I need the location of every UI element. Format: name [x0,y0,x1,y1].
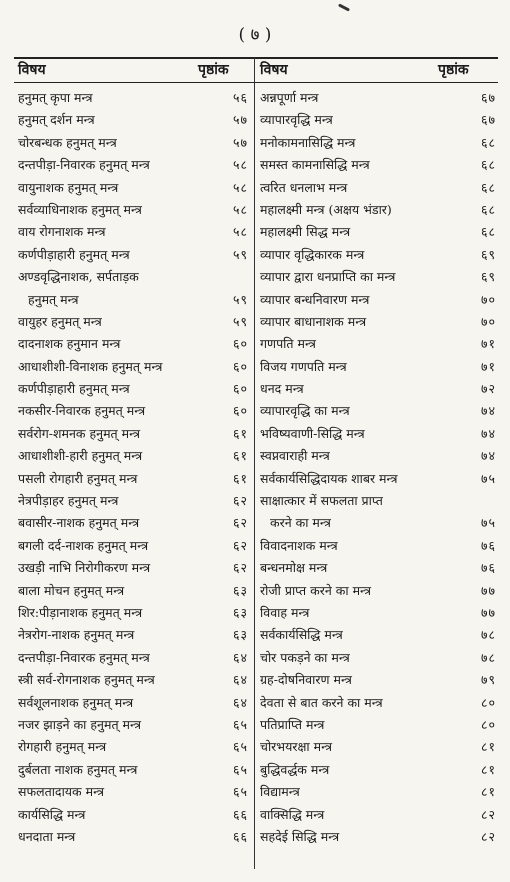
right-entry-row [260,692,496,714]
right-entry-row [260,177,496,199]
left-entry-row [18,154,248,176]
entry-title: आधाशीशी-हारी हनुमत् मन्त्र [18,448,143,464]
entry-title: दादनाशक हनुमान मन्त्र [18,336,121,352]
left-entry-row [18,244,248,266]
entry-title: नेत्ररोग-नाशक हनुमत् मन्त्र [18,627,135,643]
entry-title: ग्रह-दोषनिवारण मन्त्र [260,672,352,688]
entry-title: रोगहारी हनुमत् मन्त्र [18,739,107,755]
entry-title: सफलतादायक मन्त्र [18,784,105,800]
entry-page-number: ७४ [480,448,496,464]
entry-page-number: ६५ [232,716,248,732]
right-entry-row [260,87,496,109]
right-entry-row [260,580,496,602]
left-entry-row [18,266,248,288]
left-entry-row [18,199,248,221]
right-entry-row [260,400,496,422]
entry-page-number: ६९ [480,269,496,285]
right-entry-row [260,378,496,400]
left-entry-row [18,445,248,467]
entry-page-number: ६४ [232,649,248,665]
entry-page-number: ८० [480,694,496,710]
entry-title: विवाह मन्त्र [260,604,310,620]
entry-page-number: ५९ [232,291,248,307]
entry-title: विद्यामन्त्र [260,784,300,800]
left-entry-row [18,356,248,378]
entry-title: व्यापार बाधानाशक मन्त्र [260,313,367,329]
entry-title: करने का मन्त्र [270,515,331,531]
entry-page-number: ८२ [480,828,496,844]
entry-title: दन्तपीड़ा-निवारक हनुमत् मन्त्र [18,157,150,173]
entry-page-number: ५७ [232,134,248,150]
entry-page-number: ६५ [232,761,248,777]
left-entry-row [18,714,248,736]
entry-title: स्त्री सर्व-रोगनाशक हनुमत् मन्त्र [18,672,155,688]
entry-title: धनदाता मन्त्र [18,828,76,844]
entry-page-number: ७० [480,291,496,307]
left-entry-row [18,512,248,534]
entry-title: चोर पकड़ने का मन्त्र [260,649,350,665]
right-entry-row [260,445,496,467]
entry-page-number: ६८ [480,157,496,173]
entry-page-number: ६० [232,381,248,397]
entry-page-number: ७४ [480,403,496,419]
entry-page-number: ६२ [232,515,248,531]
entry-page-number: ६५ [232,739,248,755]
entry-title: सर्वकार्यसिद्धि मन्त्र [260,627,343,643]
right-entry-row [260,826,496,848]
entry-page-number: ७८ [480,649,496,665]
entry-page-number: ८१ [480,761,496,777]
entry-page-number: ६१ [232,425,248,441]
entry-title: कर्णपीड़ाहारी हनुमत् मन्त्र [18,246,130,262]
entry-title: रोजी प्राप्त करने का मन्त्र [260,582,372,598]
entry-title: सर्वव्याधिनाशक हनुमत् मन्त्र [18,201,142,217]
right-entry-row [260,289,496,311]
entry-page-number: ६० [232,403,248,419]
left-subject-header: विषय [18,62,46,78]
entry-page-number: ७७ [480,582,496,598]
entry-title: व्यापारवृद्धि मन्त्र [260,112,333,128]
right-page-header: पृष्ठांक [438,62,469,78]
entry-page-number: ८१ [480,739,496,755]
entry-title: वाक्सिद्धि मन्त्र [260,806,325,822]
right-entry-row [260,759,496,781]
entry-title: कार्यसिद्धि मन्त्र [18,806,86,822]
entry-page-number: ६२ [232,537,248,553]
left-entry-row [18,647,248,669]
entry-page-number: ६१ [232,448,248,464]
left-entry-row [18,490,248,512]
entry-title: वाय रोगनाशक मन्त्र [18,224,106,240]
right-entry-row [260,624,496,646]
right-entry-row [260,132,496,154]
left-entry-row [18,177,248,199]
right-entry-row [260,423,496,445]
right-entry-row [260,266,496,288]
entry-title: व्यापार द्वारा धनप्राप्ति का मन्त्र [260,269,396,285]
entry-title: मनोकामनासिद्धि मन्त्र [260,134,356,150]
entry-title: बन्धनमोक्ष मन्त्र [260,560,328,576]
entry-page-number: ७२ [480,381,496,397]
entry-title: अन्नपूर्णा मन्त्र [260,90,319,105]
entry-title: समस्त कामनासिद्धि मन्त्र [260,157,370,173]
entry-title: बाला मोचन हनुमत् मन्त्र [18,582,125,598]
entry-title: देवता से बात करने का मन्त्र [260,694,383,710]
entry-title: दन्तपीड़ा-निवारक हनुमत् मन्त्र [18,649,150,665]
right-entry-row [260,468,496,490]
entry-title: वायुहर हनुमत् मन्त्र [18,313,102,329]
entry-page-number: ७८ [480,627,496,643]
entry-page-number: ६२ [232,493,248,509]
left-entry-row [18,826,248,848]
left-entry-row [18,333,248,355]
right-entry-row [260,109,496,131]
entry-page-number: ५६ [232,90,248,105]
entry-page-number: ६१ [232,470,248,486]
entry-page-number: ६३ [232,604,248,620]
entry-page-number: ६३ [232,627,248,643]
entry-title: बगली दर्द-नाशक हनुमत् मन्त्र [18,537,149,553]
entry-title: सर्वकार्यसिद्धिदायक शाबर मन्त्र [260,470,398,486]
column-divider [254,57,255,869]
left-entry-row [18,669,248,691]
entry-title: आधाशीशी-विनाशक हनुमत् मन्त्र [18,358,163,374]
entry-page-number: ६८ [480,201,496,217]
left-entry-row [18,87,248,109]
entry-page-number: ५८ [232,179,248,195]
right-entry-row [260,714,496,736]
entry-title: बुद्धिवर्द्धक मन्त्र [260,761,330,777]
left-entry-row [18,132,248,154]
entry-page-number: ७४ [480,425,496,441]
left-entry-row [18,535,248,557]
right-entry-row [260,602,496,624]
entry-title: वायुनाशक हनुमत् मन्त्र [18,179,119,195]
entry-page-number: ५८ [232,201,248,217]
entry-title: अण्डवृद्धिनाशक, सर्पताड़क [18,269,139,285]
entry-page-number: ६८ [480,179,496,195]
left-column [18,87,248,848]
page-number: ( ७ ) [238,25,272,45]
entry-page-number: ६२ [232,560,248,576]
entry-page-number: ६० [232,358,248,374]
right-entry-row [260,311,496,333]
entry-title: धनद मन्त्र [260,381,304,397]
entry-title: शिर:पीड़ानाशक हनुमत् मन्त्र [18,604,143,620]
entry-title: व्यापारवृद्धि का मन्त्र [260,403,350,419]
entry-title: विजय गणपति मन्त्र [260,358,347,374]
entry-page-number: ६९ [480,246,496,262]
right-entry-row [260,804,496,826]
right-column [260,87,496,848]
table-top-rule [14,57,498,59]
entry-page-number: ८२ [480,806,496,822]
right-entry-row [260,512,496,534]
entry-title: स्वप्नवाराही मन्त्र [260,448,330,464]
entry-page-number: ७६ [480,537,496,553]
right-entry-row [260,244,496,266]
table-header-rule [14,82,498,83]
entry-title: हनुमत् मन्त्र [28,291,79,307]
right-entry-row [260,199,496,221]
left-entry-row [18,624,248,646]
entry-page-number: ७१ [480,358,496,374]
entry-title: दुर्बलता नाशक हनुमत् मन्त्र [18,761,138,777]
left-entry-row [18,468,248,490]
entry-title: कर्णपीड़ाहारी हनुमत् मन्त्र [18,381,130,397]
entry-title: साक्षात्कार में सफलता प्राप्त [260,493,383,509]
entry-title: बवासीर-नाशक हनुमत् मन्त्र [18,515,140,531]
left-entry-row [18,221,248,243]
right-entry-row [260,356,496,378]
entry-title: व्यापार बन्धनिवारण मन्त्र [260,291,370,307]
entry-title: उखड़ी नाभि निरोगीकरण मन्त्र [18,560,151,576]
entry-title: नेत्रपीड़ाहर हनुमत् मन्त्र [18,493,119,509]
entry-page-number: ६७ [480,90,496,105]
contents-table [14,57,498,869]
left-entry-row [18,781,248,803]
entry-title: सर्वरोग-शमनक हनुमत् मन्त्र [18,425,141,441]
entry-title: चोरबन्धक हनुमत् मन्त्र [18,134,117,150]
right-entry-row [260,490,496,512]
left-entry-row [18,109,248,131]
entry-page-number: ५९ [232,313,248,329]
left-entry-row [18,400,248,422]
left-entry-row [18,423,248,445]
left-entry-row [18,692,248,714]
entry-page-number: ६५ [232,784,248,800]
entry-page-number: ७१ [480,336,496,352]
entry-page-number: ७५ [480,470,496,486]
entry-page-number: ७० [480,313,496,329]
left-entry-row [18,378,248,400]
right-entry-row [260,557,496,579]
left-page-header: पृष्ठांक [198,62,229,78]
entry-title: विवादनाशक मन्त्र [260,537,338,553]
right-entry-row [260,221,496,243]
entry-title: व्यापार वृद्धिकारक मन्त्र [260,246,365,262]
entry-page-number: ६८ [480,134,496,150]
right-entry-row [260,333,496,355]
entry-page-number: ६० [232,336,248,352]
entry-page-number: ७५ [480,515,496,531]
entry-page-number: ६८ [480,224,496,240]
entry-title: पतिप्राप्ति मन्त्र [260,716,325,732]
entry-title: सहदेई सिद्धि मन्त्र [260,828,340,844]
right-entry-row [260,535,496,557]
entry-page-number: ६७ [480,112,496,128]
entry-title: सर्वशूलनाशक हनुमत् मन्त्र [18,694,134,710]
entry-page-number: ७६ [480,560,496,576]
entry-title: त्वरित धनलाभ मन्त्र [260,179,348,195]
left-entry-row [18,289,248,311]
entry-page-number: ६३ [232,582,248,598]
right-entry-row [260,647,496,669]
entry-page-number: ६४ [232,694,248,710]
right-entry-row [260,669,496,691]
left-entry-row [18,804,248,826]
right-entry-row [260,736,496,758]
entry-title: गणपति मन्त्र [260,336,316,352]
left-entry-row [18,759,248,781]
entry-title: हनुमत् कृपा मन्त्र [18,90,93,105]
entry-title: चोरभयरक्षा मन्त्र [260,739,333,755]
right-entry-row [260,781,496,803]
right-subject-header: विषय [260,62,288,78]
entry-title: भविष्यवाणी-सिद्धि मन्त्र [260,425,365,441]
entry-page-number: ६६ [232,806,248,822]
left-entry-row [18,557,248,579]
entry-title: महालक्ष्मी मन्त्र (अक्षय भंडार) [260,201,392,217]
entry-title: नजर झाड़ने का हनुमत् मन्त्र [18,716,141,732]
entry-page-number: ५९ [232,246,248,262]
left-entry-row [18,580,248,602]
entry-page-number: ७९ [480,672,496,688]
right-entry-row [260,154,496,176]
entry-title: महालक्ष्मी सिद्ध मन्त्र [260,224,351,240]
entry-page-number: ८१ [480,784,496,800]
entry-page-number: ८० [480,716,496,732]
left-entry-row [18,311,248,333]
entry-page-number: ६६ [232,828,248,844]
left-entry-row [18,736,248,758]
entry-page-number: ५८ [232,157,248,173]
ink-mark [338,3,350,11]
entry-page-number: ७७ [480,604,496,620]
entry-page-number: ५७ [232,112,248,128]
entry-page-number: ५८ [232,224,248,240]
entry-page-number: ६४ [232,672,248,688]
entry-title: पसली रोगहारी हनुमत् मन्त्र [18,470,138,486]
left-entry-row [18,602,248,624]
entry-title: नकसीर-निवारक हनुमत् मन्त्र [18,403,146,419]
entry-title: हनुमत् दर्शन मन्त्र [18,112,95,128]
